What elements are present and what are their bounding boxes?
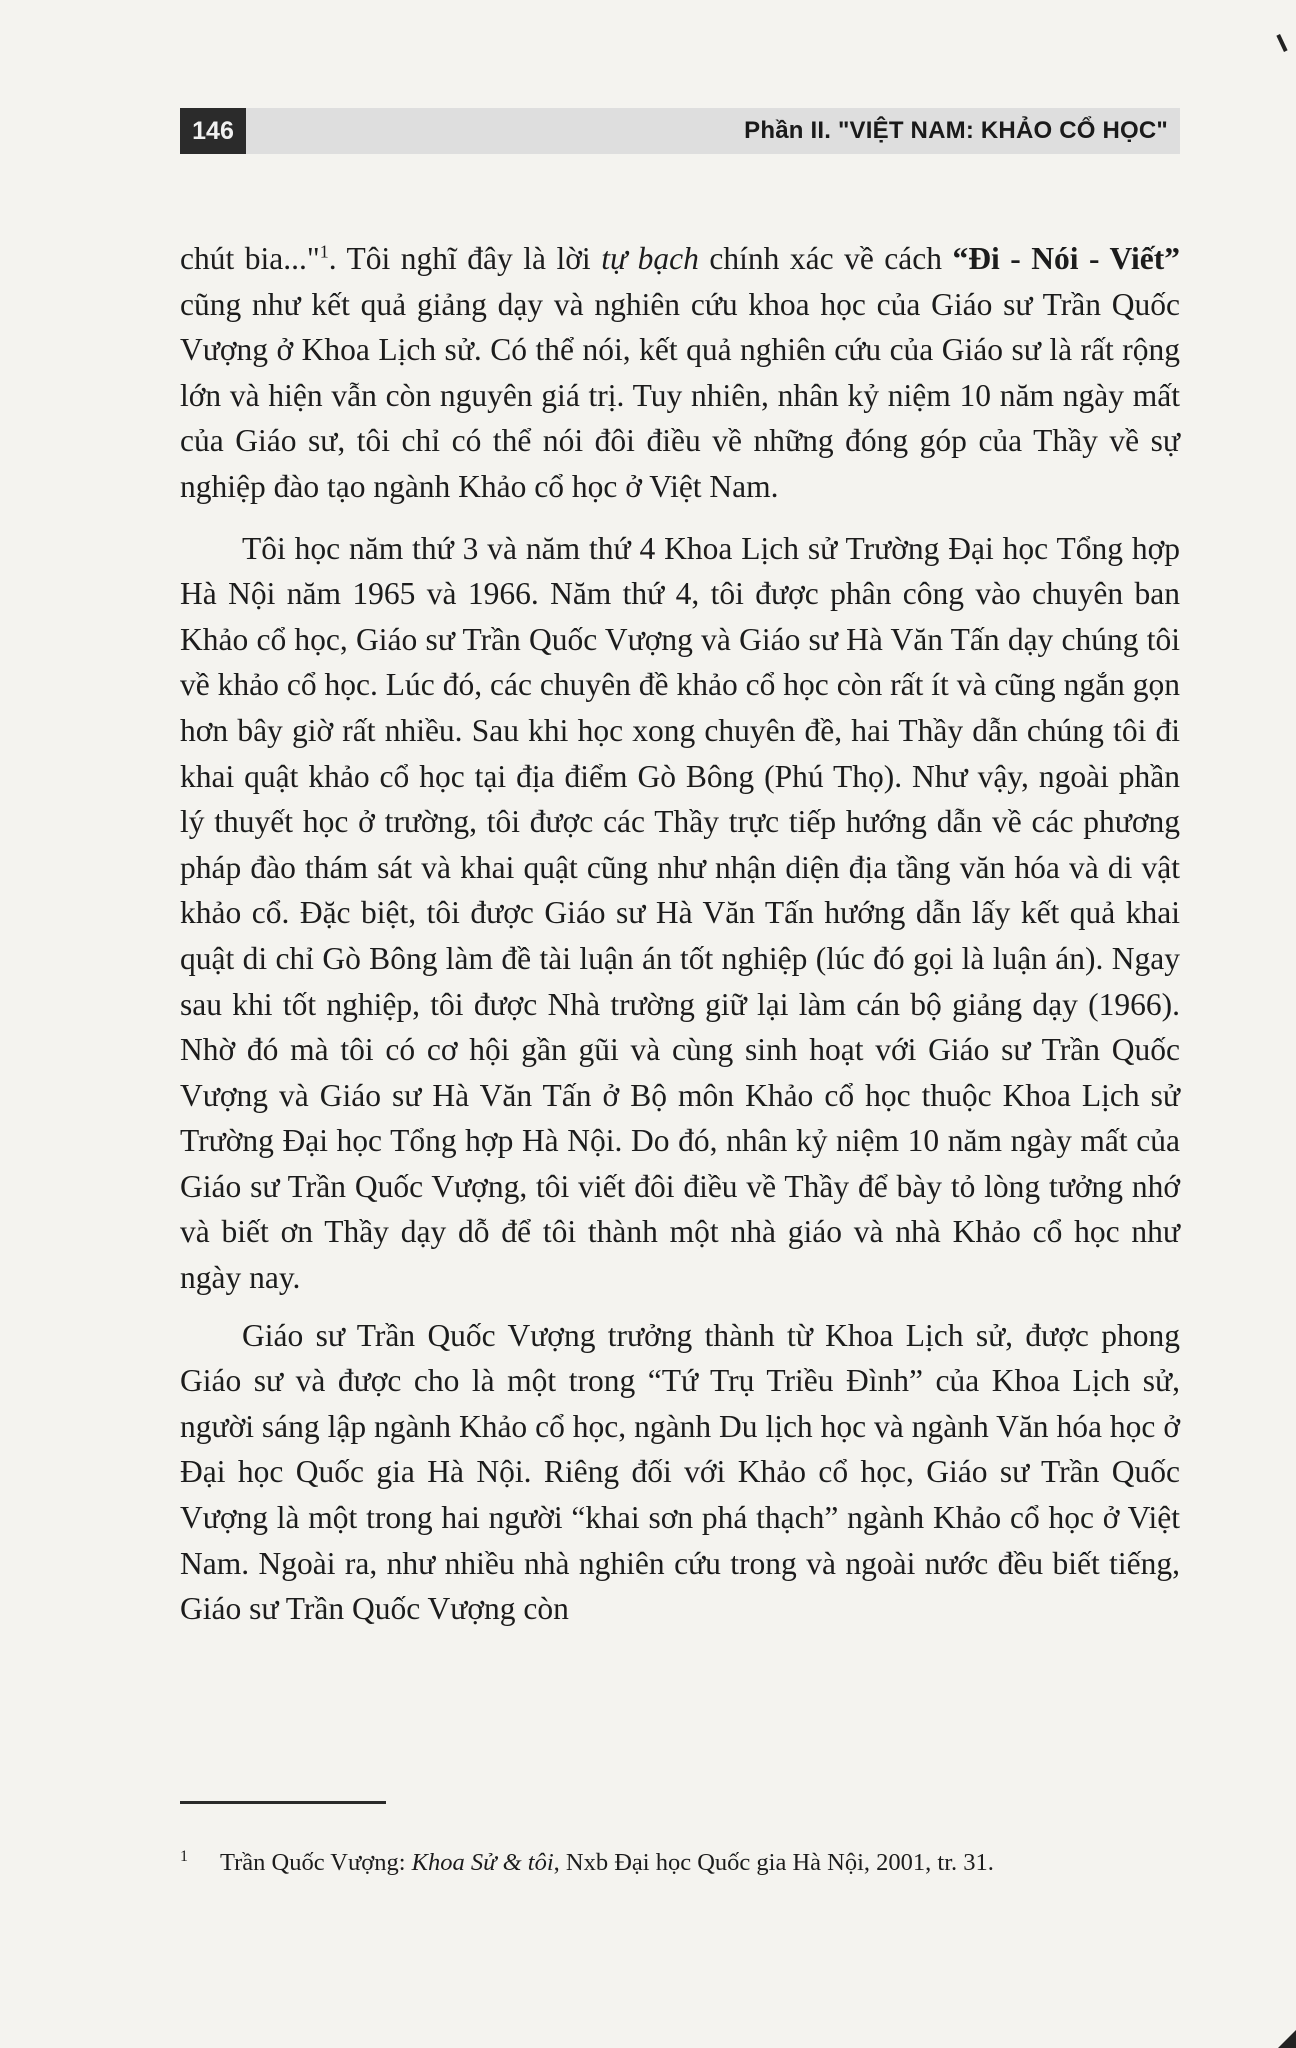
- footnote-rest: , Nxb Đại học Quốc gia Hà Nội, 2001, tr. 31.: [553, 1849, 994, 1876]
- p1-text-b: . Tôi nghĩ đây là lời: [328, 241, 602, 276]
- paragraph-2: Tôi học năm thứ 3 và năm thứ 4 Khoa Lịch sử Trường Đại học Tổng hợp Hà Nội năm 1965 và 1966. Năm thứ 4, tôi được phân công vào chuyên ban Khảo cổ học, Giáo sư Trần Quốc Vượng và Giáo sư Hà Văn Tấn dạy chúng tôi về khảo cổ học. Lúc đó, các chuyên đề khảo cổ học còn rất ít và cũng ngắn gọn hơn bây giờ rất nhiều. Sau khi học xong chuyên đề, hai Thầy dẫn chúng tôi đi khai quật khảo cổ học tại địa điểm Gò Bông (Phú Thọ). Như vậy, ngoài phần lý thuyết học ở trường, tôi được các Thầy trực tiếp hướng dẫn về các phương pháp đào thám sát và khai quật cũng như nhận diện địa tầng văn hóa và di vật khảo cổ. Đặc biệt, tôi được Giáo sư Hà Văn Tấn hướng dẫn lấy kết quả khai quật di chỉ Gò Bông làm đề tài luận án tốt nghiệp (lúc đó gọi là luận án). Ngay sau khi tốt nghiệp, tôi được Nhà trường giữ lại làm cán bộ giảng dạy (1966). Nhờ đó mà tôi có cơ hội gần gũi và cùng sinh hoạt với Giáo sư Trần Quốc Vượng và Giáo sư Hà Văn Tấn ở Bộ môn Khảo cổ học thuộc Khoa Lịch sử Trường Đại học Tổng hợp Hà Nội. Do đó, nhân kỷ niệm 10 năm ngày mất của Giáo sư Trần Quốc Vượng, tôi viết đôi điều về Thầy để bày tỏ lòng tưởng nhớ và biết ơn Thầy dạy dỗ để tôi thành một nhà giáo và nhà Khảo cổ học như ngày nay.: [180, 530, 1180, 1296]
- footnote-author: Trần Quốc Vượng:: [220, 1849, 412, 1876]
- footnote-rule: [180, 1801, 386, 1804]
- p1-bold-phrase: “Đi - Nói - Viết”: [952, 241, 1181, 276]
- p1-quote-end: chút bia...": [180, 241, 320, 276]
- footnote-ref: 1: [319, 241, 329, 262]
- p1-emphasis: tự bạch: [601, 241, 699, 276]
- running-title: Phần II. "VIỆT NAM: KHẢO CỔ HỌC": [744, 117, 1168, 144]
- footnote: [180, 1846, 1180, 1880]
- corner-mark-bottom: [1278, 2030, 1296, 2048]
- running-header: [180, 108, 1180, 154]
- footnote-number: 1: [180, 1848, 188, 1865]
- footnote-title: Khoa Sử & tôi: [411, 1849, 554, 1876]
- page-number: 146: [180, 108, 246, 154]
- paragraph-3: Giáo sư Trần Quốc Vượng trưởng thành từ Khoa Lịch sử, được phong Giáo sư và được cho là một trong “Tứ Trụ Triều Đình” của Khoa Lịch sử, người sáng lập ngành Khảo cổ học, ngành Du lịch học và ngành Văn hóa học ở Đại học Quốc gia Hà Nội. Riêng đối với Khảo cổ học, Giáo sư Trần Quốc Vượng là một trong hai người “khai sơn phá thạch” ngành Khảo cổ học ở Việt Nam. Ngoài ra, như nhiều nhà nghiên cứu trong và ngoài nước đều biết tiếng, Giáo sư Trần Quốc Vượng còn: [180, 1317, 1180, 1627]
- paragraph-1: [180, 236, 1180, 510]
- corner-mark: [1276, 34, 1287, 52]
- body-text: [180, 236, 1180, 1644]
- p1-text-d: chính xác về cách: [698, 241, 953, 276]
- p1-text-f: cũng như kết quả giảng dạy và nghiên cứu khoa học của Giáo sư Trần Quốc Vượng ở Khoa Lịch sử. Có thể nói, kết quả nghiên cứu của Giáo sư là rất rộng lớn và hiện vẫn còn nguyên giá trị. Tuy nhiên, nhân kỷ niệm 10 năm ngày mất của Giáo sư, tôi chỉ có thể nói đôi điều về những đóng góp của Thầy về sự nghiệp đào tạo ngành Khảo cổ học ở Việt Nam.: [180, 286, 1180, 504]
